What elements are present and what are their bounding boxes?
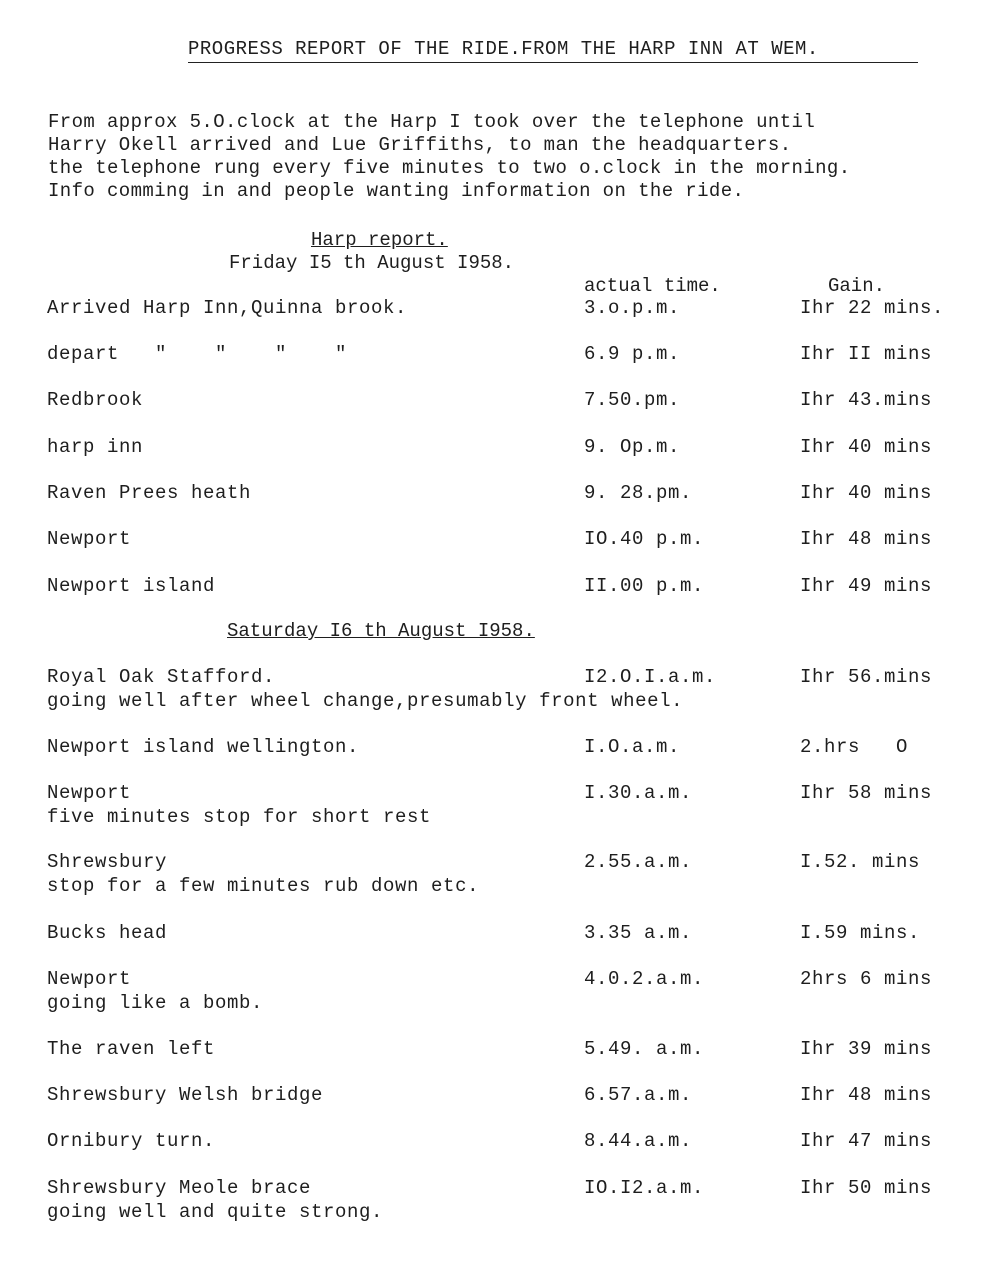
row-place: Newport island wellington.: [47, 736, 360, 758]
row-place: Arrived Harp Inn,Quinna brook.: [47, 297, 408, 319]
row-place: Newport: [47, 528, 132, 550]
row-gain: Ihr 50 mins: [800, 1177, 933, 1199]
row-place: Shrewsbury: [47, 851, 168, 873]
actual-time-column-header: actual time.: [584, 275, 721, 297]
row-gain: Ihr 49 mins: [800, 575, 933, 597]
row-place: Redbrook: [47, 389, 144, 411]
row-place: Royal Oak Stafford.: [47, 666, 276, 688]
row-gain: Ihr 58 mins: [800, 782, 933, 804]
row-time: 5.49. a.m.: [584, 1038, 705, 1060]
row-place: Shrewsbury Meole brace: [47, 1177, 312, 1199]
row-gain: Ihr 39 mins: [800, 1038, 933, 1060]
row-place: depart " " " ": [47, 343, 348, 365]
intro-line: From approx 5.O.clock at the Harp I took over the telephone until: [48, 111, 816, 133]
row-gain: Ihr 40 mins: [800, 436, 933, 458]
row-place: Shrewsbury Welsh bridge: [47, 1084, 324, 1106]
row-gain: Ihr 43.mins: [800, 389, 933, 411]
intro-line: Info comming in and people wanting information on the ride.: [48, 180, 745, 202]
row-gain: Ihr 56.mins: [800, 666, 933, 688]
row-place: Newport: [47, 782, 132, 804]
row-time: 9. 28.pm.: [584, 482, 693, 504]
row-place: harp inn: [47, 436, 144, 458]
row-time: 9. Op.m.: [584, 436, 681, 458]
row-time: 6.9 p.m.: [584, 343, 681, 365]
row-gain: I.52. mins: [800, 851, 921, 873]
harp-report-heading: Harp report.: [311, 229, 448, 251]
intro-line: Harry Okell arrived and Lue Griffiths, to man the headquarters.: [48, 134, 792, 156]
row-time: I.30.a.m.: [584, 782, 693, 804]
row-time: II.00 p.m.: [584, 575, 705, 597]
row-note: going well after wheel change,presumably front wheel.: [47, 690, 684, 712]
row-time: 8.44.a.m.: [584, 1130, 693, 1152]
row-place: Newport island: [47, 575, 216, 597]
intro-line: the telephone rung every five minutes to two o.clock in the morning.: [48, 157, 851, 179]
intro-paragraph: [48, 111, 988, 203]
row-time: IO.I2.a.m.: [584, 1177, 705, 1199]
row-gain: Ihr 22 mins.: [800, 297, 945, 319]
row-time: I2.O.I.a.m.: [584, 666, 717, 688]
row-time: 3.35 a.m.: [584, 922, 693, 944]
friday-date-line: Friday I5 th August I958.: [229, 252, 515, 274]
report-title: PROGRESS REPORT OF THE RIDE.FROM THE HARP INN AT WEM.: [188, 38, 918, 63]
row-place: Ornibury turn.: [47, 1130, 216, 1152]
row-gain: Ihr 48 mins: [800, 1084, 933, 1106]
row-gain: 2hrs 6 mins: [800, 968, 933, 990]
row-place: Newport: [47, 968, 132, 990]
row-time: 4.0.2.a.m.: [584, 968, 705, 990]
row-gain: I.59 mins.: [800, 922, 921, 944]
row-time: 7.50.pm.: [584, 389, 681, 411]
row-time: 3.o.p.m.: [584, 297, 681, 319]
row-gain: Ihr II mins: [800, 343, 933, 365]
row-time: 6.57.a.m.: [584, 1084, 693, 1106]
row-gain: Ihr 48 mins: [800, 528, 933, 550]
row-note: going like a bomb.: [47, 992, 264, 1014]
row-time: IO.40 p.m.: [584, 528, 705, 550]
row-gain: Ihr 40 mins: [800, 482, 933, 504]
saturday-date-heading: Saturday I6 th August I958.: [227, 620, 535, 642]
row-gain: Ihr 47 mins: [800, 1130, 933, 1152]
gain-column-header: Gain.: [828, 275, 886, 297]
row-place: Bucks head: [47, 922, 168, 944]
row-note: stop for a few minutes rub down etc.: [47, 875, 480, 897]
row-place: Raven Prees heath: [47, 482, 252, 504]
row-note: five minutes stop for short rest: [47, 806, 432, 828]
row-place: The raven left: [47, 1038, 216, 1060]
row-time: I.O.a.m.: [584, 736, 681, 758]
row-time: 2.55.a.m.: [584, 851, 693, 873]
row-gain: 2.hrs O: [800, 736, 909, 758]
row-note: going well and quite strong.: [47, 1201, 384, 1223]
